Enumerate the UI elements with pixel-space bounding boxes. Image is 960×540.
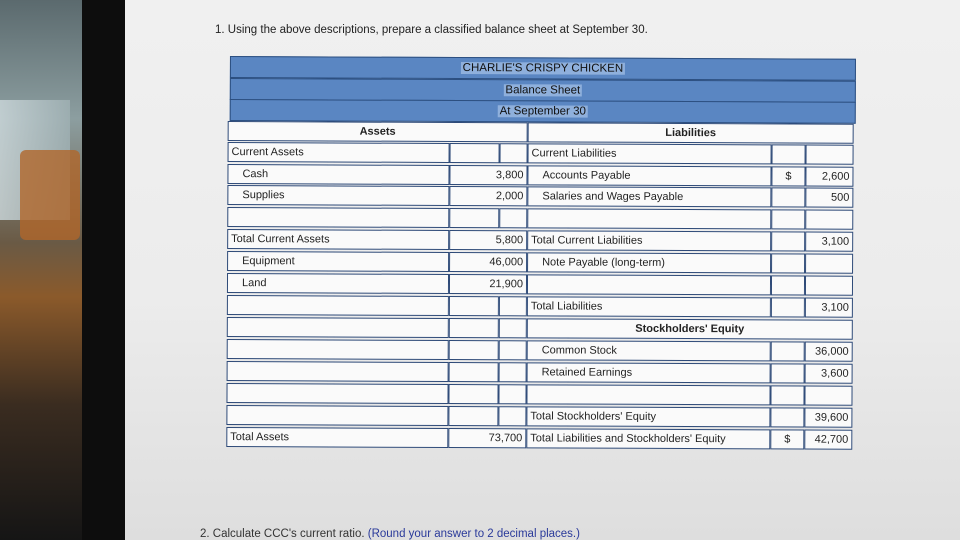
- date-header: [230, 99, 856, 124]
- blank-cell: [227, 317, 449, 338]
- blank-cell: [448, 384, 498, 404]
- accounts-payable-label: Accounts Payable: [527, 165, 771, 186]
- blank-cell: [499, 208, 527, 228]
- liability-dollar-cell: [771, 297, 805, 317]
- blank-cell: [499, 362, 527, 382]
- question-2-note: (Round your answer to 2 decimal places.): [367, 528, 580, 540]
- note-payable-label: Note Payable (long-term): [527, 252, 771, 273]
- cash-label: Cash: [227, 164, 449, 185]
- table-row: [223, 295, 855, 319]
- table-row: [223, 317, 855, 341]
- asset-dollar-cell: [450, 143, 500, 163]
- accounts-payable-value: 2,600: [805, 167, 853, 187]
- table-row: [223, 229, 855, 253]
- blank-cell: [499, 340, 527, 360]
- asset-value-cell: [500, 143, 528, 163]
- question-1-text: 1. Using the above descriptions, prepare a classified balance sheet at September 30.: [215, 24, 648, 36]
- table-row: [223, 273, 855, 297]
- blank-cell: [498, 406, 526, 426]
- equity-header: Stockholders' Equity: [527, 318, 853, 339]
- blank-cell: [449, 208, 499, 228]
- blank-cell: [805, 276, 853, 296]
- table-row: [222, 427, 854, 451]
- blank-cell: [805, 210, 853, 230]
- table-row: [223, 164, 855, 188]
- blank-cell: [227, 339, 449, 360]
- total-assets-label: Total Assets: [226, 427, 448, 448]
- salaries-payable-value: 500: [805, 188, 853, 208]
- company-name: CHARLIE'S CRISPY CHICKEN: [462, 62, 624, 75]
- blank-cell: [448, 406, 498, 426]
- total-equity-label: Total Stockholders' Equity: [526, 406, 770, 427]
- retained-earnings-value: 3,600: [805, 364, 853, 384]
- total-equity-value: 39,600: [804, 408, 852, 428]
- total-liabilities-equity-value: 42,700: [804, 430, 852, 450]
- balance-sheet-table: [222, 52, 856, 453]
- blank-cell: [227, 207, 449, 228]
- blank-cell: [449, 318, 499, 338]
- land-value: 21,900: [449, 274, 527, 294]
- blank-cell: [527, 274, 771, 295]
- liability-value-cell: [806, 145, 854, 165]
- blank-cell: [227, 295, 449, 316]
- monitor-bezel: [82, 0, 127, 540]
- common-stock-value: 36,000: [805, 342, 853, 362]
- retained-earnings-label: Retained Earnings: [527, 362, 771, 383]
- blank-cell: [449, 362, 499, 382]
- note-payable-value: [805, 254, 853, 274]
- total-liabilities-label: Total Liabilities: [527, 296, 771, 317]
- total-current-assets-value: 5,800: [449, 230, 527, 250]
- total-assets-value: 73,700: [488, 432, 523, 445]
- total-current-liabilities-value: 3,100: [805, 232, 853, 252]
- company-header: [230, 56, 856, 81]
- blank-cell: [770, 385, 804, 405]
- liabilities-header: Liabilities: [528, 122, 854, 143]
- question-2-text: [200, 528, 580, 540]
- total-assets-value-cell: [448, 428, 526, 448]
- blank-cell: [227, 361, 449, 382]
- total-le-dollar-sign: $: [770, 429, 804, 449]
- table-row: [224, 142, 856, 166]
- blank-cell: [771, 209, 805, 229]
- blank-cell: [771, 275, 805, 295]
- background-chair: [20, 150, 80, 240]
- salaries-payable-label: Salaries and Wages Payable: [527, 186, 771, 207]
- table-row: [223, 185, 855, 209]
- supplies-label: Supplies: [227, 185, 449, 206]
- blank-cell: [526, 384, 770, 405]
- blank-cell: [804, 386, 852, 406]
- cash-value: 3,800: [495, 169, 524, 182]
- liability-dollar-cell: [771, 341, 805, 361]
- supplies-value: 2,000: [449, 186, 527, 206]
- blank-cell: [226, 383, 448, 404]
- question-2-prompt: 2. Calculate CCC's current ratio.: [200, 528, 365, 540]
- blank-cell: [499, 318, 527, 338]
- assets-header: Assets: [228, 121, 528, 142]
- total-liabilities-equity-label: Total Liabilities and Stockholders' Equity: [526, 428, 770, 449]
- cash-value-cell: [449, 165, 527, 185]
- liability-dollar-cell: [772, 144, 806, 164]
- total-current-liabilities-label: Total Current Liabilities: [527, 230, 771, 251]
- blank-cell: [499, 296, 527, 316]
- land-label: Land: [227, 273, 449, 294]
- table-row: [223, 251, 855, 275]
- blank-cell: [449, 296, 499, 316]
- liability-dollar-cell: [771, 231, 805, 251]
- common-stock-label: Common Stock: [527, 340, 771, 361]
- total-current-assets-label: Total Current Assets: [227, 229, 449, 250]
- blank-cell: [498, 384, 526, 404]
- blank-cell: [527, 208, 771, 229]
- total-liabilities-value: 3,100: [805, 298, 853, 318]
- table-row: [223, 339, 855, 363]
- equipment-label: Equipment: [227, 251, 449, 272]
- blank-cell: [226, 405, 448, 426]
- liability-dollar-cell: [771, 253, 805, 273]
- equipment-value: 46,000: [449, 252, 527, 272]
- current-assets-label: Current Assets: [228, 142, 450, 163]
- table-row: [223, 207, 855, 231]
- current-liabilities-label: Current Liabilities: [528, 143, 772, 164]
- statement-name: Balance Sheet: [505, 84, 581, 97]
- liability-dollar-cell: [771, 363, 805, 383]
- ap-dollar-sign: $: [771, 166, 805, 186]
- liability-dollar-cell: [771, 187, 805, 207]
- table-row: [222, 405, 854, 429]
- table-row: [224, 121, 856, 145]
- statement-date: At September 30: [499, 105, 586, 118]
- table-row: [222, 383, 854, 407]
- blank-cell: [449, 340, 499, 360]
- table-row: [223, 361, 855, 385]
- liability-dollar-cell: [770, 407, 804, 427]
